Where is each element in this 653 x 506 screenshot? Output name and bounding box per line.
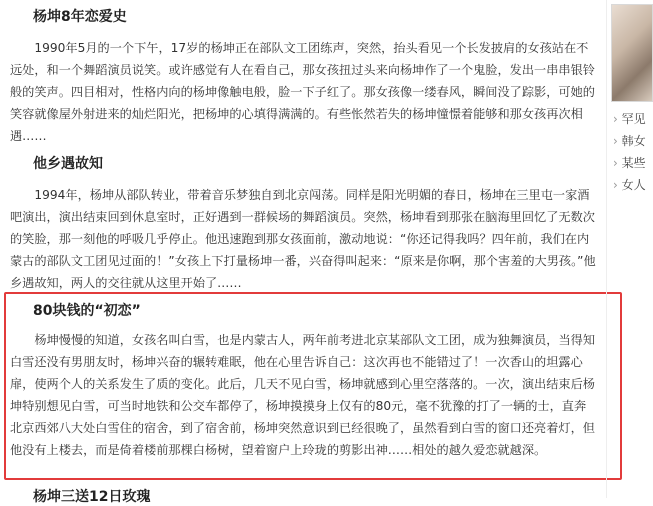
section-heading-2: 他乡遇故知	[33, 156, 103, 172]
section-paragraph-1: 1990年5月的一个下午，17岁的杨坤正在部队文工团练声，突然，抬头看见一个长发披肩的女孩站在不远处，和一个舞蹈演员说笑。或许感觉有人在看自己，那女孩扭过头来向杨坤作了一个鬼脸，发出一串串银铃般的笑声。四目相对，性格内向的杨坤像触电般，脸一下子红了。那女孩像一缕春风，瞬间没了踪影，可她的笑容就像屋外射进来的灿烂阳光，把杨坤的心填得满满的。有些怅然若失的杨坤憧憬着能够和那女孩再次相遇……	[10, 41, 595, 143]
section-paragraph-2: 1994年，杨坤从部队转业，带着音乐梦独自到北京闯荡。同样是阳光明媚的春日，杨坤在三里屯一家酒吧演出，演出结束回到休息室时，正好遇到一群候场的舞蹈演员。突然，杨坤看到那张在脑海里回忆了无数次的笑脸，那一刻他的呼吸几乎停止。他迅速跑到那女孩面前，激动地说：“你还记得我吗？四年前，我们在内蒙古的部队文工团见过面的！”女孩上下打量杨坤一番，兴奋得叫起来：“原来是你啊，那个害羞的大男孩。”他乡遇故知，两人的交往就从这里开始了……	[10, 188, 596, 290]
section-heading-1: 杨坤8年恋爱史	[33, 9, 127, 25]
sidebar	[606, 0, 646, 498]
sidebar-link-1[interactable]: › 罕见	[613, 108, 646, 130]
sidebar-link-3[interactable]: › 某些	[613, 152, 646, 174]
sidebar-link-4[interactable]: › 女人	[613, 174, 646, 196]
section-heading-3: 80块钱的“初恋”	[33, 303, 141, 319]
sidebar-link-2[interactable]: › 韩女	[613, 130, 646, 152]
sidebar-link-list	[613, 108, 646, 196]
section-heading-4-cutoff: 杨坤三送12日玫瑰	[33, 489, 151, 505]
section-paragraph-3: 杨坤慢慢的知道，女孩名叫白雪，也是内蒙古人，两年前考进北京某部队文工团，成为独舞演员，当得知白雪还没有男朋友时，杨坤兴奋的辗转难眠，他在心里告诉自己：这次再也不能错过了！一次香山的坦露心扉，使两个人的关系发生了质的变化。此后，几天不见白雪，杨坤就感到心里空落落的。一次，演出结束后杨坤特别想见白雪，可当时地铁和公交车都停了，杨坤摸摸身上仅有的80元，毫不犹豫的打了一辆的士，直奔北京西郊八大处白雪住的宿舍，到了宿舍前，杨坤突然意识到已经很晚了，虽然看到白雪的窗口还亮着灯，但他没有上楼去，而是倚着楼前那棵白杨树，望着窗户上玲珑的剪影出神……相处的越久爱恋就越深。	[10, 333, 596, 457]
sidebar-thumbnail-image[interactable]	[611, 4, 653, 102]
